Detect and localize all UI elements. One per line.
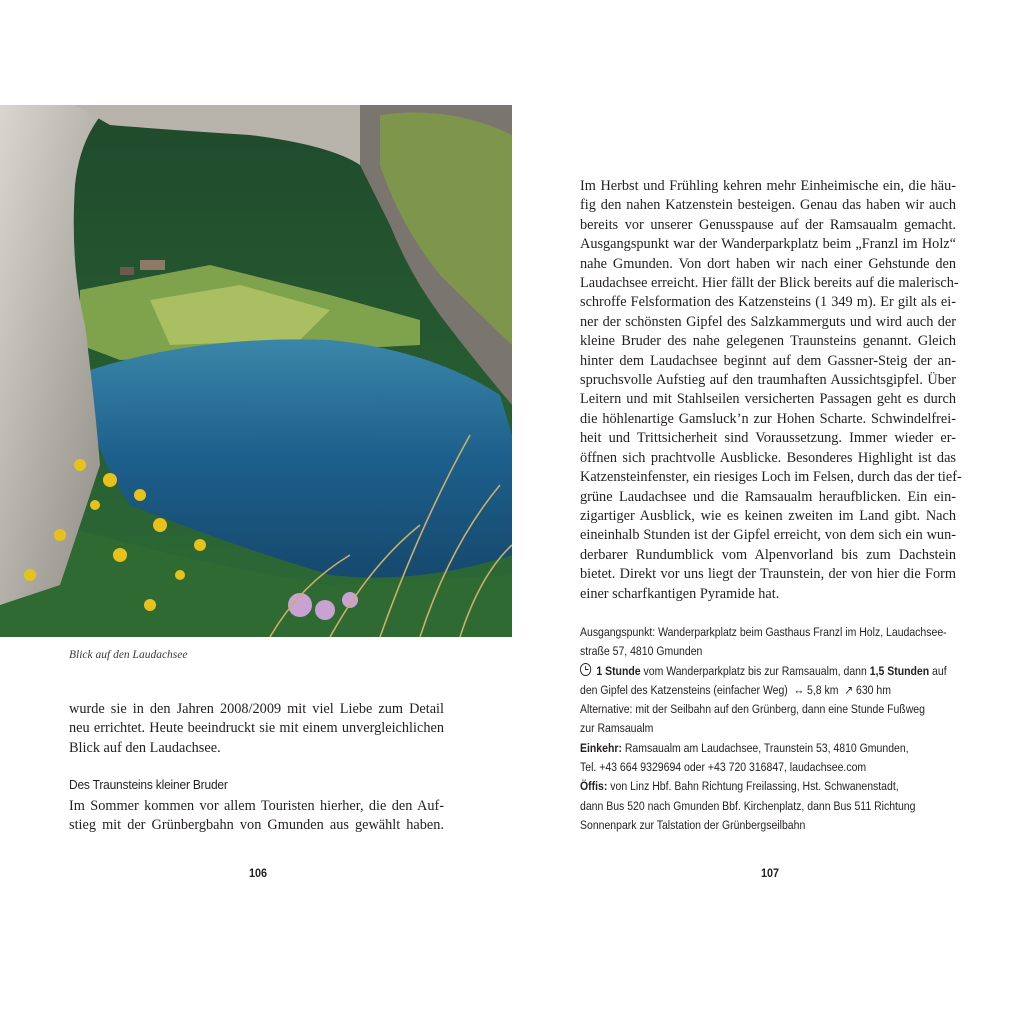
text-line: derbarer Rundumblick vom Alpenvorland bis zum Dachstein bbox=[580, 546, 956, 563]
double-arrow-icon: ↔ bbox=[790, 682, 808, 697]
text-line: fig den nahen Katzenstein besteigen. Genau das haben wir auch bbox=[580, 197, 956, 214]
text-line: Im Sommer kommen vor allem Touristen hierher, die den Auf- bbox=[69, 798, 444, 814]
lake-photo bbox=[0, 105, 512, 637]
text-line: öffnen sich prachtvolle Ausblicke. Besonderes Highlight ist das bbox=[580, 449, 956, 466]
photo-caption: Blick auf den Laudachsee bbox=[69, 649, 188, 661]
info-oeffis: Öffis: von Linz Hbf. Bahn Richtung Freilassing, Hst. Schwanenstadt, bbox=[580, 779, 899, 794]
text-line: stieg mit der Grünbergbahn von Gmunden aus gewählt haben. bbox=[69, 817, 444, 834]
text-line: die höhlenartige Gamsluck’n zur Hohen Scharte. Schwindelfrei- bbox=[580, 410, 956, 427]
text-line: eineinhalb Stunden ist der Gipfel erreicht, von dem sich ein wun- bbox=[580, 527, 956, 544]
text-line: einer scharfkantigen Pyramide hat. bbox=[580, 585, 780, 602]
info-oeffis-cont2: Sonnenpark zur Talstation der Grünbergseilbahn bbox=[580, 817, 806, 832]
info-alternative-cont: zur Ramsaualm bbox=[580, 721, 654, 736]
text-line: bereits vor unserer Genusspause auf der Ramsaualm gemacht. bbox=[580, 216, 956, 233]
page-number-right: 107 bbox=[761, 866, 780, 880]
info-einkehr: Einkehr: Ramsaualm am Laudachsee, Traunstein 53, 4810 Gmunden, bbox=[580, 740, 909, 755]
ascent-arrow-icon: ↗ bbox=[841, 682, 857, 697]
text-line: grüne Laudachsee und die Ramsaualm heraufblicken. Ein ein- bbox=[580, 488, 956, 505]
text-line: Ausgangspunkt war der Wanderparkplatz beim „Franzl im Holz“ bbox=[580, 236, 956, 253]
right-page bbox=[512, 0, 1024, 1024]
text-line: Laudachsee erreicht. Hier fällt der Blick bereits auf die malerisch- bbox=[580, 275, 959, 292]
page-number-left: 106 bbox=[249, 866, 268, 880]
text-line: zigartiger Ausblick, wie es keinen zweiten im Land gibt. Nach bbox=[580, 507, 956, 524]
right-paragraph bbox=[580, 177, 962, 604]
text-line: hinter dem Laudachsee beginnt auf dem Gassner-Steig der an- bbox=[580, 352, 956, 369]
info-oeffis-cont: dann Bus 520 nach Gmunden Bbf. Kirchenplatz, dann Bus 511 Richtung bbox=[580, 798, 916, 813]
info-start: Ausgangspunkt: Wanderparkplatz beim Gasthaus Franzl im Holz, Laudachsee- bbox=[580, 625, 947, 639]
info-contact: Tel. +43 664 9329694 oder +43 720 316847, laudachsee.com bbox=[580, 760, 867, 775]
text-line: ner der schönsten Gipfel des Salzkammerguts und wird auch der bbox=[580, 313, 956, 330]
text-line: Im Herbst und Frühling kehren mehr Einheimische ein, die häu- bbox=[580, 178, 956, 194]
text-line: nahe Gmunden. Von dort haben wir nach einer Gehstunde den bbox=[580, 255, 956, 272]
text-line: Blick auf den Laudachsee. bbox=[69, 739, 221, 756]
text-line: Leitern und mit Stahlseilen versicherten Passagen geht es durch bbox=[580, 391, 956, 408]
text-line: wurde sie in den Jahren 2008/2009 mit viel Liebe zum Detail bbox=[69, 701, 444, 717]
left-paragraph-1 bbox=[69, 700, 444, 758]
text-line: schroffe Felsformation des Katzensteins (1 349 m). Er gilt als ei- bbox=[580, 294, 956, 311]
info-route: den Gipfel des Katzensteins (einfacher Weg) ↔ 5,8 km ↗ 630 hm bbox=[580, 682, 891, 697]
text-line: neu errichtet. Heute beeindruckt sie mit einem unvergleichlichen bbox=[69, 720, 444, 737]
tour-info-box bbox=[580, 623, 980, 835]
text-line: bietet. Direkt vor uns liegt der Traunstein, der von hier die Form bbox=[580, 566, 956, 583]
text-line: spruchsvolle Aufstieg auf den traumhaften Aussichtsgipfel. Über bbox=[580, 372, 956, 389]
text-line: kleine Bruder des nahe gelegenen Traunsteins genannt. Gleich bbox=[580, 333, 956, 350]
left-paragraph-2 bbox=[69, 797, 444, 836]
text-line: Katzensteinfenster, ein riesiges Loch im Felsen, durch das der tief- bbox=[580, 469, 962, 486]
section-heading: Des Traunsteins kleiner Bruder bbox=[69, 777, 228, 792]
info-start-cont: straße 57, 4810 Gmunden bbox=[580, 644, 703, 659]
clock-icon bbox=[580, 663, 591, 676]
text-line: heit und Trittsicherheit sind Voraussetzung. Immer wieder er- bbox=[580, 430, 956, 447]
info-alternative: Alternative: mit der Seilbahn auf den Grünberg, dann eine Stunde Fußweg bbox=[580, 702, 925, 717]
info-time: 1 Stunde vom Wanderparkplatz bis zur Ramsaualm, dann 1,5 Stunden auf bbox=[580, 662, 924, 681]
